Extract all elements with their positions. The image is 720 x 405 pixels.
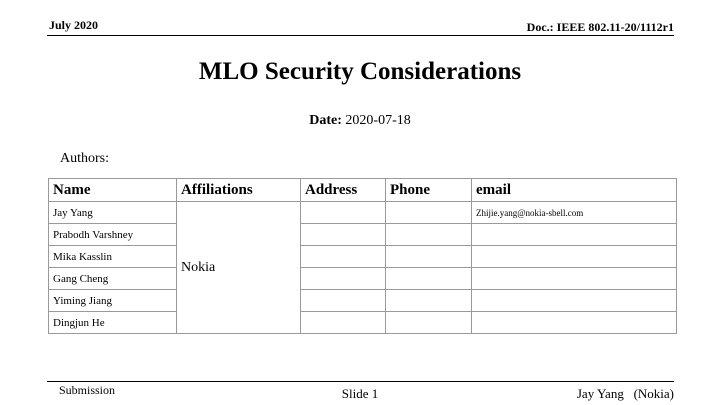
table-row xyxy=(49,290,677,312)
table-row xyxy=(49,312,677,334)
header-divider xyxy=(47,35,674,36)
phone-cell xyxy=(386,246,472,268)
author-name: Jay Yang xyxy=(49,202,177,224)
author-name: Gang Cheng xyxy=(49,268,177,290)
table-row xyxy=(49,246,677,268)
authors-label: Authors: xyxy=(60,151,109,166)
phone-cell xyxy=(386,268,472,290)
email-cell xyxy=(472,312,677,334)
email-cell xyxy=(472,268,677,290)
author-name: Prabodh Varshney xyxy=(49,224,177,246)
date-label: Date: xyxy=(309,113,342,128)
authors-table xyxy=(48,178,677,334)
footer-divider xyxy=(47,381,674,382)
column-header-name: Name xyxy=(49,179,177,202)
address-cell xyxy=(301,202,386,224)
header-doc-number: Doc.: IEEE 802.11-20/1112r1 xyxy=(526,20,674,34)
address-cell xyxy=(301,268,386,290)
email-cell xyxy=(472,246,677,268)
address-cell xyxy=(301,312,386,334)
footer-submission: Submission xyxy=(59,383,116,397)
column-header-affiliations: Affiliations xyxy=(177,179,301,202)
table-row xyxy=(49,202,677,224)
email-cell xyxy=(472,290,677,312)
phone-cell xyxy=(386,224,472,246)
table-row xyxy=(49,268,677,290)
table-row xyxy=(49,224,677,246)
slide-title: MLO Security Considerations xyxy=(198,58,522,85)
author-name: Dingjun He xyxy=(49,312,177,334)
date-value: 2020-07-18 xyxy=(345,113,411,128)
footer-author: Jay Yang (Nokia) xyxy=(576,386,674,401)
table-header-row xyxy=(49,179,677,202)
affiliation-cell: Nokia xyxy=(177,202,301,334)
column-header-address: Address xyxy=(301,179,386,202)
column-header-phone: Phone xyxy=(386,179,472,202)
phone-cell xyxy=(386,312,472,334)
email-cell xyxy=(472,224,677,246)
phone-cell xyxy=(386,290,472,312)
address-cell xyxy=(301,290,386,312)
address-cell xyxy=(301,246,386,268)
phone-cell xyxy=(386,202,472,224)
author-name: Yiming Jiang xyxy=(49,290,177,312)
author-name: Mika Kasslin xyxy=(49,246,177,268)
footer-slide-number: Slide 1 xyxy=(341,386,379,401)
email-cell: Zhijie.yang@nokia-sbell.com xyxy=(472,202,677,224)
column-header-email: email xyxy=(472,179,677,202)
header-date: July 2020 xyxy=(49,18,99,32)
date-line xyxy=(0,113,720,129)
address-cell xyxy=(301,224,386,246)
